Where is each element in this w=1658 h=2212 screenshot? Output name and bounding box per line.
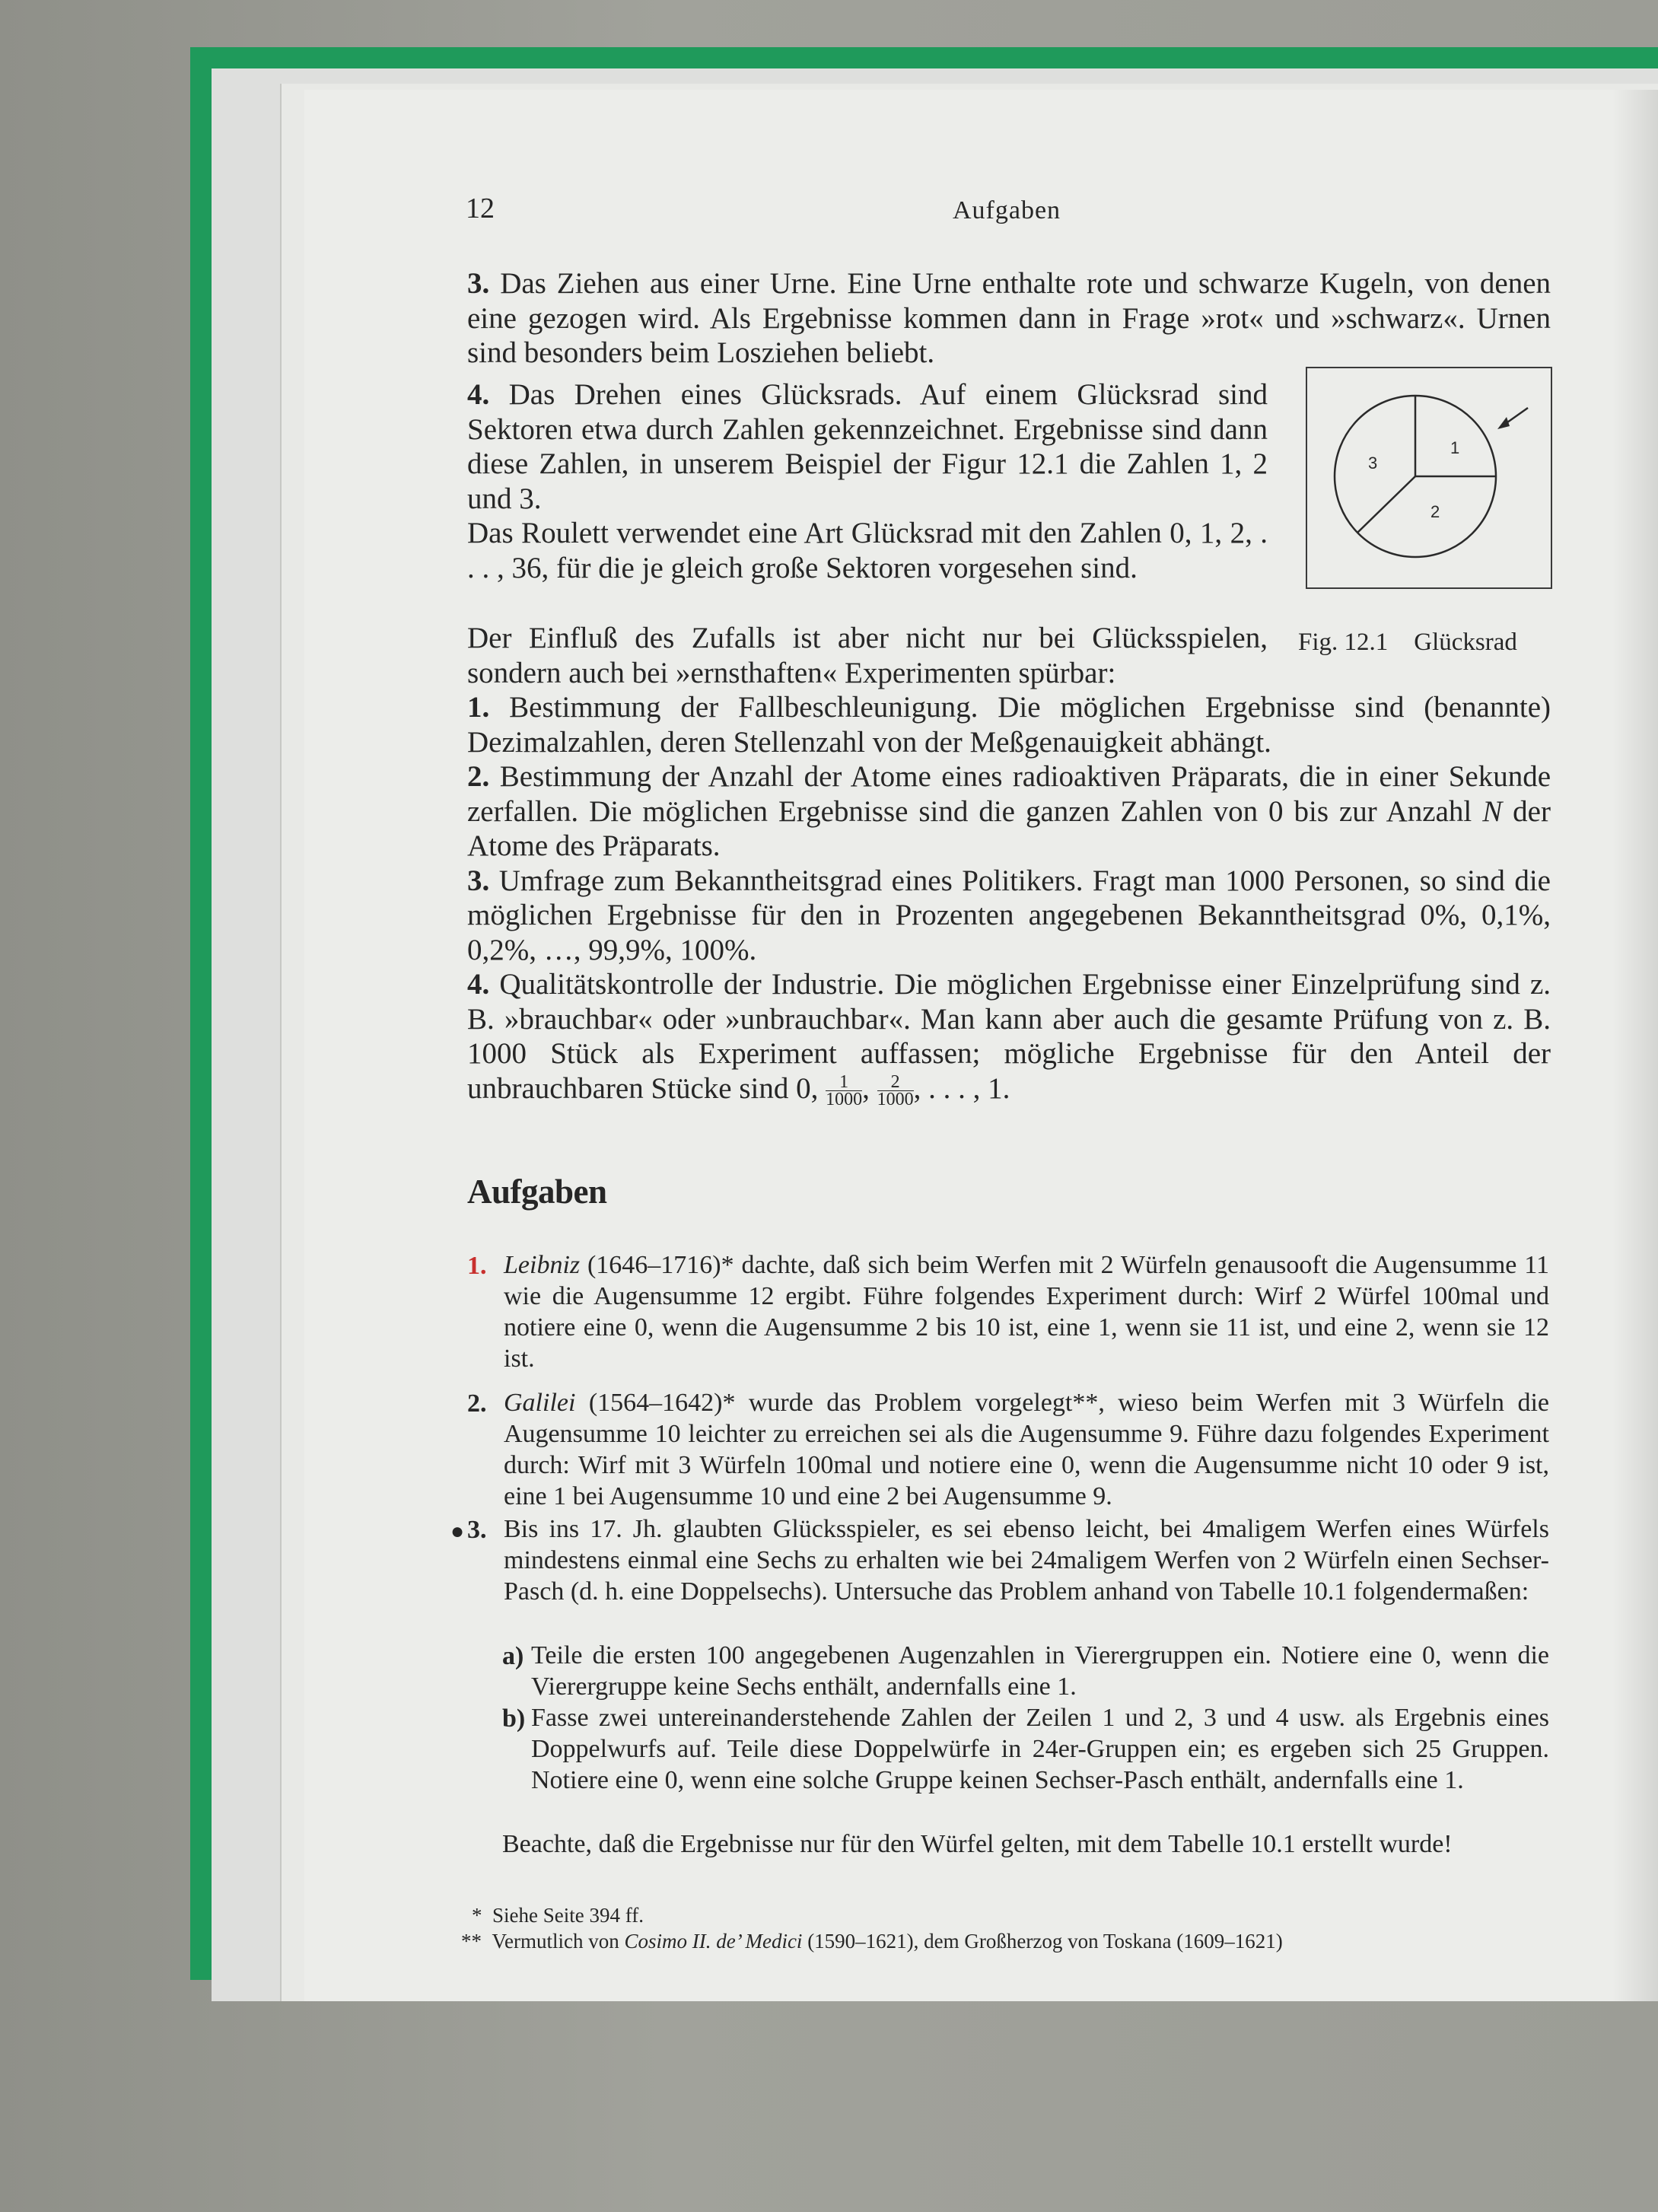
serious-item: 1. Bestimmung der Fallbeschleunigung. Die möglichen Ergebnisse sind (benannte) Dezimalzahlen, deren Stellenzahl von der Meßgenauigkeit abhängt. (467, 691, 1551, 759)
item-text: Das Roulett verwendet eine Art Glücksrad mit den Zahlen 0, 1, 2, . . . , 36, für die je gleich große Sektoren vorgesehen sind. (467, 517, 1268, 584)
item-number: 4. (467, 378, 490, 411)
exercise-1: Leibniz (1646–1716)* dachte, daß sich beim Werfen mit 2 Würfeln genausooft die Augensumme 11 wie die Augensumme 12 ergibt. Führe folgendes Experiment durch: Wirf 2 Würfel 100mal und notiere eine 0, wenn die Augensumme 2 bis 10 ist, eine 1, wenn sie 11 ist, und eine 2, wenn sie 12 ist. (504, 1251, 1549, 1373)
exercise-3: Bis ins 17. Jh. glaubten Glücksspieler, es sei ebenso leicht, bei 4maligem Werfen eines Würfels mindestens einmal eine Sechs zu erhalten wie bei 24maligem Werfen von 2 Würfeln einen Sechser-Pasch (d. h. eine Doppelsechs). Untersuche das Problem anhand von Tabelle 10.1 folgendermaßen: (504, 1515, 1549, 1606)
exercise-number: 1. (467, 1252, 487, 1280)
exercise-3b: Fasse zwei untereinanderstehende Zahlen der Zeilen 1 und 2, 3 und 4 usw. als Ergebnis eines Doppelwurfs auf. Teile diese Doppelwürfe in 24er-Gruppen ein; es ergeben sich 25 Gruppen. Notiere eine 0, wenn eine solche Gruppe keinen Sechser-Pasch enthält, andernfalls eine 1. (531, 1704, 1549, 1794)
sector-label-1: 1 (1450, 438, 1460, 457)
exercise-marker: ● (450, 1519, 465, 1544)
fraction: $\frac{1}{1000}$ (826, 1072, 863, 1110)
serious-item: 2. Bestimmung der Anzahl der Atome eines radioaktiven Präparats, die in einer Sekunde zerfallen. Die möglichen Ergebnisse sind die ganzen Zahlen von 0 bis zur Anzahl N der Atome des Präparats. (467, 760, 1551, 862)
exercise-number: 2. (467, 1389, 487, 1418)
intro-item-urne (467, 266, 1551, 371)
wheel-diagram (1307, 368, 1551, 587)
page-gutter-shadow (1612, 90, 1658, 2001)
figure-title: Glücksrad (1414, 629, 1517, 656)
fraction: $\frac{2}{1000}$ (877, 1072, 914, 1110)
serious-experiments (467, 690, 1551, 1108)
sector-label-3: 3 (1368, 454, 1378, 473)
item-number: 3. (467, 267, 490, 300)
bridge-paragraph: Der Einfluß des Zufalls ist aber nicht nur bei Glücksspielen, sondern auch bei »ernsthaften« Experimenten spürbar: (467, 622, 1268, 689)
exercise-2: Galilei (1564–1642)* wurde das Problem vorgelegt**, wieso beim Werfen mit 3 Würfeln die Augensumme 10 leichter zu erreichen sei als die Augensumme 9. Führe dazu folgendes Experiment durch: Wirf mit 3 Würfeln 100mal und notiere eine 0, wenn die Augensumme nicht 10 oder 9 ist, eine 1 bei Augensumme 10 und eine 2 bei Augensumme 9. (504, 1389, 1549, 1510)
exercise-3-note: Beachte, daß die Ergebnisse nur für den Würfel gelten, mit dem Tabelle 10.1 erstellt wurde! (502, 1830, 1453, 1858)
serious-item: 4. Qualitätskontrolle der Industrie. Die möglichen Ergebnisse einer Einzelprüfung sind z. B. »brauchbar« oder »unbrauchbar«. Man kann aber auch die gesamte Prüfung von z. B. 1000 Stück als Experiment auffassen; mögliche Ergebnisse für den Anteil der unbrauchbaren Stücke sind 0, $\frac{1}{1000}$ , $\frac{2}{1000}$ , . . . , 1. (467, 968, 1551, 1110)
footnote-1: * Siehe Seite 394 ff. (472, 1904, 644, 1927)
subitem-label: b) (502, 1704, 526, 1733)
pointer-arrow-head (1497, 417, 1510, 429)
exercise-3a: Teile die ersten 100 angegebenen Augenzahlen in Vierergruppen ein. Notiere eine 0, wenn die Vierergruppe keine Sechs enthält, andernfalls eine 1. (531, 1641, 1549, 1701)
running-head: Aufgaben (953, 196, 1061, 224)
footnote-2: ** Vermutlich von Cosimo II. de’ Medici (1590–1621), dem Großherzog von Toskana (1609–1621) (461, 1930, 1283, 1953)
exercise-number: 3. (467, 1516, 487, 1544)
figure-12-1 (1306, 367, 1552, 589)
figure-caption (1298, 629, 1517, 657)
item-text: Das Drehen eines Glücksrads. Auf einem Glücksrad sind Sektoren etwa durch Zahlen gekennzeichnet. Ergebnisse sind dann diese Zahlen, in unserem Beispiel der Figur 12.1 die Zahlen 1, 2 und 3. (467, 378, 1268, 515)
page-number: 12 (466, 193, 495, 224)
item-text: Das Ziehen aus einer Urne. Eine Urne enthalte rote und schwarze Kugeln, von denen eine gezogen wird. Als Ergebnisse kommen dann in Frage »rot« und »schwarz«. Urnen sind besonders beim Losziehen beliebt. (467, 267, 1551, 369)
section-heading: Aufgaben (467, 1173, 607, 1211)
subitem-label: a) (502, 1642, 524, 1670)
sector-label-2: 2 (1430, 502, 1440, 521)
sector-divider (1357, 476, 1415, 533)
intro-item-gluecksrad (467, 377, 1268, 585)
figure-label: Fig. 12.1 (1298, 629, 1389, 656)
serious-item: 3. Umfrage zum Bekanntheitsgrad eines Politikers. Fragt man 1000 Personen, so sind die möglichen Ergebnisse für den in Prozenten angegebenen Bekanntheitsgrad 0%, 0,1%, 0,2%, …, 99,9%, 100%. (467, 864, 1551, 966)
